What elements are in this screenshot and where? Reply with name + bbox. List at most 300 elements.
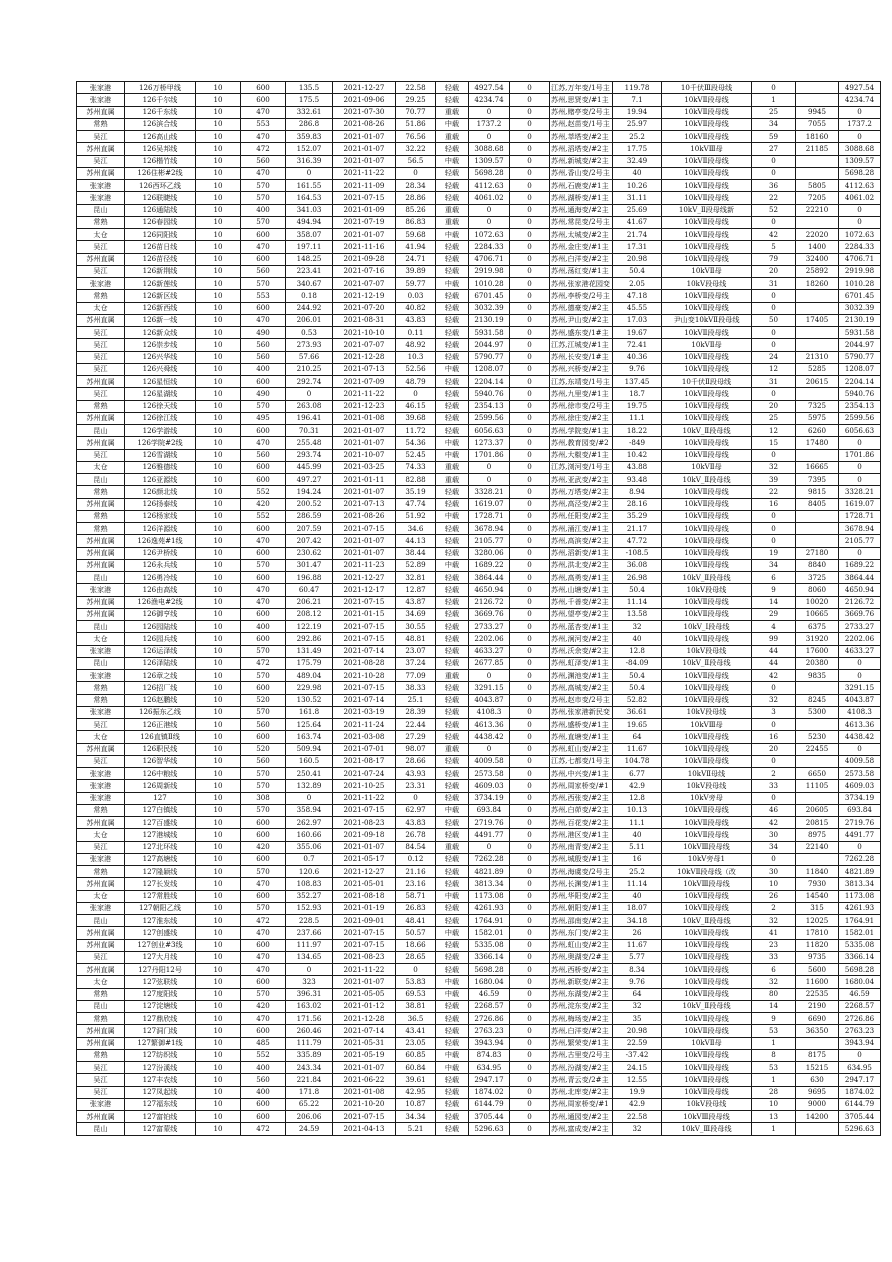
table-cell: 127北环线 [125, 841, 196, 853]
table-cell: 4491.77 [469, 829, 510, 841]
table-cell: 10 [196, 608, 241, 620]
table-cell: 10kVⅡ段母线 [662, 118, 752, 130]
table-cell: 5.77 [613, 951, 662, 963]
table-cell: 苏州,虹泽变/#1主 [550, 657, 613, 669]
table-cell: 29 [752, 608, 796, 620]
table-cell: 0 [510, 82, 550, 94]
table-cell: 171.8 [286, 1086, 333, 1098]
table-cell: 常熟 [77, 523, 125, 535]
table-cell: 1582.01 [469, 927, 510, 939]
table-cell: 苏州,通海变/#2主 [550, 204, 613, 216]
table-cell: 轻载 [436, 290, 469, 302]
table-cell: 0 [396, 388, 436, 400]
table-cell: 4061.02 [839, 192, 881, 204]
table-cell: 0 [752, 327, 796, 339]
table-cell: 中载 [436, 804, 469, 816]
table-cell: 张家港 [77, 82, 125, 94]
table-cell: 6650 [796, 768, 839, 780]
table-cell: 0 [752, 167, 796, 179]
table-cell: 127常胜线 [125, 890, 196, 902]
table-cell: 常熟 [77, 486, 125, 498]
table-cell: 2 [752, 902, 796, 914]
table-cell: 2021-01-07 [333, 976, 396, 988]
table-cell: 1400 [796, 241, 839, 253]
table-cell: 16 [613, 853, 662, 865]
table-cell: 苏州,湖桥变/#1主 [550, 192, 613, 204]
table-cell: 苏州直属 [77, 167, 125, 179]
table-cell: 太仓 [77, 890, 125, 902]
table-cell: 中载 [436, 988, 469, 1000]
table-cell: 10 [196, 131, 241, 143]
table-cell: 47.74 [396, 498, 436, 510]
table-cell: 52.56 [396, 363, 436, 375]
table-cell: 2021-05-05 [333, 988, 396, 1000]
table-cell: 10 [196, 1062, 241, 1074]
table-cell: 0 [469, 131, 510, 143]
table-row [77, 290, 881, 302]
table-cell: 张家港 [77, 584, 125, 596]
table-cell: 72.41 [613, 339, 662, 351]
table-cell: 0 [839, 216, 881, 228]
table-cell [796, 94, 839, 106]
table-cell: 太仓 [77, 461, 125, 473]
table-cell: 0 [510, 449, 550, 461]
table-cell: 560 [241, 719, 286, 731]
table-cell: 0 [752, 449, 796, 461]
table-cell: 苏州,西张变/#2主 [550, 792, 613, 804]
table-cell: 2021-11-24 [333, 719, 396, 731]
table-cell: 2021-07-30 [333, 106, 396, 118]
table-cell: 14 [752, 1000, 796, 1012]
table-cell: 111.79 [286, 1037, 333, 1049]
table-cell: 轻载 [436, 498, 469, 510]
table-cell: 3280.06 [469, 547, 510, 559]
table-cell: 7055 [796, 118, 839, 130]
table-cell: 10 [196, 988, 241, 1000]
table-cell: 10 [196, 547, 241, 559]
table-cell: 江苏,万年变/1号主 [550, 82, 613, 94]
table-cell: 0 [510, 400, 550, 412]
table-row [77, 278, 881, 290]
table-cell: 2021-11-09 [333, 180, 396, 192]
table-cell: 420 [241, 841, 286, 853]
table-cell: 2599.56 [839, 412, 881, 424]
table-cell: 常熟 [77, 290, 125, 302]
table-cell: 600 [241, 829, 286, 841]
table-cell: 127淮东线 [125, 915, 196, 927]
table-cell: 2719.76 [839, 817, 881, 829]
table-cell: 10 [196, 437, 241, 449]
table-cell: 苏州,朝阳变/#1主 [550, 902, 613, 914]
table-cell: 常熟 [77, 694, 125, 706]
table-cell: 张家港 [77, 902, 125, 914]
table-cell: 中载 [436, 437, 469, 449]
table-cell: 10kVⅡ段母线 [662, 1013, 752, 1025]
table-cell: 苏州直属 [77, 878, 125, 890]
table-cell: 2733.27 [469, 621, 510, 633]
table-cell: 12 [752, 425, 796, 437]
table-cell: 10 [196, 682, 241, 694]
table-cell: 苏州,长渊变/#1主 [550, 878, 613, 890]
table-cell: -37.42 [613, 1049, 662, 1061]
table-cell: 2021-07-15 [333, 682, 396, 694]
table-cell: 509.94 [286, 743, 333, 755]
table-cell: 轻载 [436, 657, 469, 669]
table-cell: 江苏,七都变/1号主 [550, 755, 613, 767]
table-cell: 12.87 [396, 584, 436, 596]
table-cell: 苏州,望亭变/#2主 [550, 608, 613, 620]
table-cell: 中载 [436, 976, 469, 988]
table-cell: 轻载 [436, 1123, 469, 1135]
table-cell: 1619.07 [839, 498, 881, 510]
table-cell: 4650.94 [469, 584, 510, 596]
table-cell: 59.77 [396, 278, 436, 290]
table-cell: 472 [241, 143, 286, 155]
table-cell: 4043.87 [469, 694, 510, 706]
table-cell: 127百盛线 [125, 817, 196, 829]
table-cell: 昆山 [77, 915, 125, 927]
table-cell: 39 [752, 474, 796, 486]
table-cell: 10kVⅡ段母线 [662, 596, 752, 608]
table-cell: 10kV段母线 [662, 278, 752, 290]
table-cell: 29.25 [396, 94, 436, 106]
table-row [77, 106, 881, 118]
table-cell: 5790.77 [839, 351, 881, 363]
table-cell: 0 [469, 474, 510, 486]
table-cell: 15 [752, 437, 796, 449]
table-cell: 77.09 [396, 670, 436, 682]
table-cell: 126苗径线 [125, 253, 196, 265]
table-cell: 76.56 [396, 131, 436, 143]
table-cell: 2021-12-27 [333, 866, 396, 878]
table-cell: 4633.27 [839, 645, 881, 657]
table-cell: 2021-10-25 [333, 780, 396, 792]
table-cell: 10 [196, 1013, 241, 1025]
table-cell: 126崇步线 [125, 339, 196, 351]
table-cell: 2021-07-07 [333, 278, 396, 290]
table-cell: 4821.89 [839, 866, 881, 878]
table-cell: 2947.17 [839, 1074, 881, 1086]
table-cell: 1273.37 [469, 437, 510, 449]
table-cell: 10 [196, 804, 241, 816]
table-cell: 21185 [796, 143, 839, 155]
table-cell: 17810 [796, 927, 839, 939]
table-cell: 22 [752, 486, 796, 498]
table-cell: 轻载 [436, 388, 469, 400]
table-cell: 0 [752, 792, 796, 804]
table-cell: 40 [613, 829, 662, 841]
table-cell: 2021-07-15 [333, 939, 396, 951]
table-cell: 570 [241, 645, 286, 657]
table-cell: 2204.14 [839, 376, 881, 388]
table-cell: 10 [196, 278, 241, 290]
table-cell: 8975 [796, 829, 839, 841]
table-cell: 轻载 [436, 768, 469, 780]
table-cell: 19.75 [613, 400, 662, 412]
table-cell: 4009.58 [839, 755, 881, 767]
table-cell: 18.7 [613, 388, 662, 400]
table-cell: 2021-01-07 [333, 131, 396, 143]
table-cell: 0 [510, 743, 550, 755]
table-cell: 4 [752, 621, 796, 633]
table-cell: 苏州,九里变/#1主 [550, 388, 613, 400]
table-cell: 175.5 [286, 94, 333, 106]
table-cell: 4108.3 [839, 706, 881, 718]
table-cell: 10 [196, 866, 241, 878]
table-cell: 243.34 [286, 1062, 333, 1074]
table-cell: 470 [241, 951, 286, 963]
table-cell: 6144.79 [469, 1098, 510, 1110]
table-cell: 10kV旁母1 [662, 853, 752, 865]
table-cell: 50.4 [613, 584, 662, 596]
table-cell: 171.56 [286, 1013, 333, 1025]
table-cell: 9000 [796, 1098, 839, 1110]
table-row [77, 339, 881, 351]
table-cell: 苏州,西桥变/#2主 [550, 964, 613, 976]
table-cell: 10kVⅡ段母线 [662, 633, 752, 645]
table-cell: 600 [241, 817, 286, 829]
table-cell: 340.67 [286, 278, 333, 290]
table-cell: 42 [752, 670, 796, 682]
table-cell: 太仓 [77, 302, 125, 314]
table-cell: 10kVⅡ段母线 [662, 817, 752, 829]
table-cell: 126学院#2线 [125, 437, 196, 449]
table-cell: 10 [196, 425, 241, 437]
table-cell: 2268.57 [839, 1000, 881, 1012]
table-cell: 苏州,盛桥变/#1主 [550, 719, 613, 731]
table-cell: 286.59 [286, 510, 333, 522]
table-cell: 22455 [796, 743, 839, 755]
table-cell: 0 [510, 241, 550, 253]
table-cell: 126职民线 [125, 743, 196, 755]
table-cell: 10 [196, 1086, 241, 1098]
table-row [77, 547, 881, 559]
table-cell: 苏州,尹山变/#2主 [550, 314, 613, 326]
table-cell: 34 [752, 118, 796, 130]
table-cell: 126雪湖线 [125, 449, 196, 461]
table-cell: 中载 [436, 118, 469, 130]
table-cell: 470 [241, 878, 286, 890]
table-cell: 中载 [436, 229, 469, 241]
table-cell: 70.31 [286, 425, 333, 437]
table-cell: 470 [241, 437, 286, 449]
table-cell: 34 [752, 841, 796, 853]
table-cell: 重载 [436, 461, 469, 473]
table-cell: 0 [510, 804, 550, 816]
table-cell: 41 [752, 927, 796, 939]
table-cell: 12.8 [613, 645, 662, 657]
table-cell [796, 1123, 839, 1135]
table-cell: 苏州,思贤变/#1主 [550, 94, 613, 106]
table-cell: 126同阳线 [125, 229, 196, 241]
table-cell: 3366.14 [839, 951, 881, 963]
table-cell: 常熟 [77, 118, 125, 130]
table-cell: 昆山 [77, 1000, 125, 1012]
table-row [77, 829, 881, 841]
table-cell: 126西环乙线 [125, 180, 196, 192]
table-cell: 重载 [436, 131, 469, 143]
table-cell: 10kVⅡ段母线 [662, 1025, 752, 1037]
table-row [77, 670, 881, 682]
table-cell: 10kVⅡ段母线 [662, 1074, 752, 1086]
table-cell: 轻载 [436, 719, 469, 731]
table-cell: 苏州,赵苗变/1号主 [550, 118, 613, 130]
table-cell: 22535 [796, 988, 839, 1000]
table-cell: 126园兵线 [125, 633, 196, 645]
table-cell: 126联睫线 [125, 192, 196, 204]
table-cell: 10kVⅡ段母线 [662, 229, 752, 241]
table-cell: 轻载 [436, 1111, 469, 1123]
table-cell: 10kVⅡ段母线 [662, 951, 752, 963]
table-cell: 苏州,蓝杏变/#1主 [550, 621, 613, 633]
table-cell: 22.58 [396, 82, 436, 94]
table-cell: 2733.27 [839, 621, 881, 633]
table-cell: 苏州,涧河变/#2主 [550, 633, 613, 645]
table-cell: 苏州,新城变/#2主 [550, 155, 613, 167]
table-cell: 0 [510, 621, 550, 633]
table-cell: 570 [241, 902, 286, 914]
table-cell: 2021-01-07 [333, 155, 396, 167]
table-cell: 10 [196, 302, 241, 314]
table-cell: 553 [241, 118, 286, 130]
table-cell: 0 [510, 118, 550, 130]
table-cell: 重载 [436, 204, 469, 216]
table-cell: 1 [752, 94, 796, 106]
table-cell: 47.72 [613, 535, 662, 547]
table-cell: 135.5 [286, 82, 333, 94]
table-cell: 0 [510, 988, 550, 1000]
table-cell: 10kVⅡ母 [662, 339, 752, 351]
table-cell: 126杨家线 [125, 510, 196, 522]
table-cell: 1208.07 [469, 363, 510, 375]
table-cell: 229.98 [286, 682, 333, 694]
table-cell: 0 [752, 510, 796, 522]
table-row [77, 486, 881, 498]
table-row [77, 351, 881, 363]
table-cell: 24.71 [396, 253, 436, 265]
table-cell: 127丹阳12号 [125, 964, 196, 976]
table-row [77, 1037, 881, 1049]
table-cell: 2021-08-23 [333, 817, 396, 829]
table-cell: 126兴舜线 [125, 363, 196, 375]
table-cell [796, 792, 839, 804]
table-cell: 苏州直属 [77, 253, 125, 265]
table-cell: 86.83 [396, 216, 436, 228]
table-cell: 苏州,高泾变/#2主 [550, 498, 613, 510]
table-cell: 46.59 [469, 988, 510, 1000]
table-cell: 293.74 [286, 449, 333, 461]
table-cell: 10kVⅡ段母线 [662, 388, 752, 400]
table-cell: 20380 [796, 657, 839, 669]
table-cell: 0.53 [286, 327, 333, 339]
table-cell: 2021-01-07 [333, 1062, 396, 1074]
table-cell: 10kVⅡ段母线 [662, 486, 752, 498]
table-cell: 33 [752, 951, 796, 963]
table-cell: 10 [196, 82, 241, 94]
table-cell: 2021-11-22 [333, 964, 396, 976]
table-cell: 19.67 [613, 327, 662, 339]
table-cell: 苏州,梅场变/#2主 [550, 1013, 613, 1025]
table-cell: 0 [510, 363, 550, 375]
table-cell: 126雅德线 [125, 461, 196, 473]
table-cell: 10kVⅡ段母线 [662, 253, 752, 265]
table-cell: 560 [241, 339, 286, 351]
table-cell [796, 449, 839, 461]
table-cell: 600 [241, 82, 286, 94]
table-cell: 600 [241, 1025, 286, 1037]
table-cell: 470 [241, 241, 286, 253]
table-cell: 230.62 [286, 547, 333, 559]
table-cell: 重载 [436, 743, 469, 755]
table-cell: 34.6 [396, 523, 436, 535]
table-cell: 2044.97 [839, 339, 881, 351]
table-cell: 10kVⅢ母 [662, 719, 752, 731]
table-cell: 0 [510, 731, 550, 743]
table-cell: 10 [196, 290, 241, 302]
table-cell: 苏州直属 [77, 608, 125, 620]
table-cell: 196.41 [286, 412, 333, 424]
table-cell: 43.93 [396, 768, 436, 780]
table-cell: 24.59 [286, 1123, 333, 1135]
table-cell: 122.19 [286, 621, 333, 633]
table-cell: 轻载 [436, 780, 469, 792]
table-cell: 苏州,香山变/2号主 [550, 167, 613, 179]
table-cell: 485 [241, 1037, 286, 1049]
table-cell: 127创盛线 [125, 927, 196, 939]
table-cell: 161.8 [286, 706, 333, 718]
table-cell: 0 [510, 204, 550, 216]
table-cell: 11.72 [396, 425, 436, 437]
table-cell: 苏州,大椒变/#1主 [550, 449, 613, 461]
table-cell: 127大月线 [125, 951, 196, 963]
table-cell: 6056.63 [469, 425, 510, 437]
table-cell: 0 [510, 106, 550, 118]
table-cell: 1208.07 [839, 363, 881, 375]
table-cell: 10kV_Ⅱ段母线 [662, 1000, 752, 1012]
table-cell: 10 [196, 523, 241, 535]
table-cell: 太仓 [77, 229, 125, 241]
table-cell: 600 [241, 425, 286, 437]
table-cell: 38.33 [396, 682, 436, 694]
table-cell: 吴江 [77, 841, 125, 853]
table-cell: 苏州,山塘变/#1主 [550, 584, 613, 596]
table-cell: 22210 [796, 204, 839, 216]
table-cell: 10kV旁母 [662, 792, 752, 804]
table-cell: 2021-07-15 [333, 633, 396, 645]
table-cell: 常熟 [77, 804, 125, 816]
table-cell: 3291.15 [469, 682, 510, 694]
table-cell: 10 [196, 559, 241, 571]
table-cell: 苏州,城殷变/#1主 [550, 853, 613, 865]
table-cell: 2190 [796, 1000, 839, 1012]
table-cell: 99 [752, 633, 796, 645]
table-cell: 轻载 [436, 400, 469, 412]
table-cell: 张家港 [77, 192, 125, 204]
table-cell: 57.66 [286, 351, 333, 363]
table-cell: 0 [839, 743, 881, 755]
table-cell: 44 [752, 645, 796, 657]
table-cell: 10 [196, 204, 241, 216]
table-cell: 10kV_Ⅱ段母线 [662, 425, 752, 437]
table-cell: 10 [196, 817, 241, 829]
table-cell: 30 [752, 866, 796, 878]
table-cell: 吴江 [77, 719, 125, 731]
table-cell: 2021-12-19 [333, 290, 396, 302]
table-row [77, 118, 881, 130]
table-cell: 210.25 [286, 363, 333, 375]
table-cell: 常熟 [77, 400, 125, 412]
table-cell: 2021-09-28 [333, 253, 396, 265]
